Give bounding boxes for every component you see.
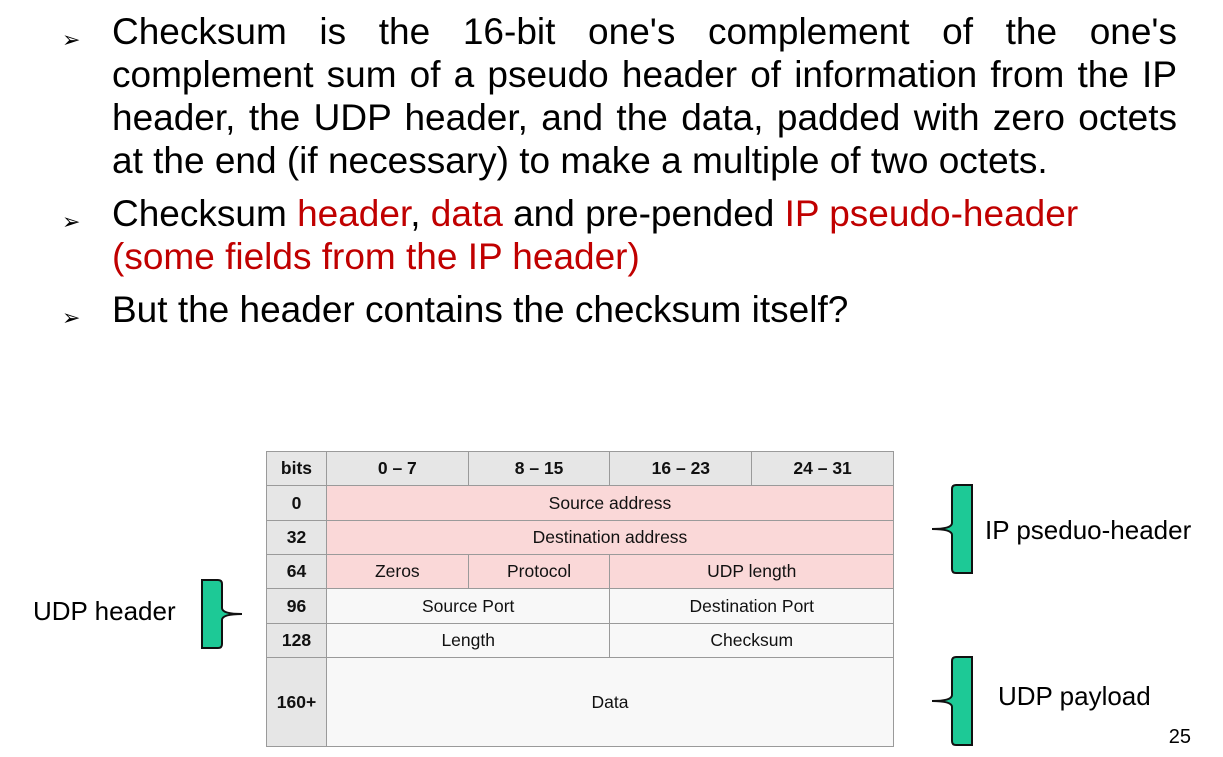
highlight-ip-pseudo-header: IP pseudo-header (some fields from the IP header) — [112, 193, 1079, 277]
source-address-cell: Source address — [326, 486, 893, 520]
table-row — [267, 589, 894, 623]
bullet-text: Checksum is the 16-bit one's complement of the one's complement sum of a pseudo header of information from the IP header, the UDP header, and the data, padded with zero octets at the end (if necessary) to make a multiple of two octets. — [112, 11, 1177, 181]
header-bits: bits — [267, 452, 327, 486]
bullet-checksum-definition — [62, 10, 1177, 182]
udp-payload-bracket-icon — [930, 655, 976, 747]
bullet-text-part: Checksum — [112, 193, 298, 234]
highlight-data: data — [430, 193, 503, 234]
table-row — [267, 486, 894, 520]
table-header-row — [267, 452, 894, 486]
table-row — [267, 520, 894, 554]
udp-header-bracket-icon — [198, 578, 244, 650]
arrow-bullet-icon: ➢ — [62, 27, 81, 52]
page-number: 25 — [1168, 726, 1191, 748]
protocol-cell: Protocol — [468, 555, 610, 589]
arrow-bullet-icon: ➢ — [62, 209, 81, 234]
bullet-text: But the header contains the checksum itself? — [112, 289, 849, 330]
bits-cell: 96 — [267, 589, 327, 623]
udp-length-cell: UDP length — [610, 555, 894, 589]
bullet-list — [62, 10, 1177, 341]
table-row — [267, 555, 894, 589]
header-16-23: 16 – 23 — [610, 452, 752, 486]
data-cell: Data — [326, 658, 893, 747]
highlight-header: header — [297, 193, 411, 234]
header-0-7: 0 – 7 — [326, 452, 468, 486]
table-row — [267, 658, 894, 747]
udp-header-label: UDP header — [33, 596, 176, 626]
udp-pseudo-header-table — [266, 451, 894, 747]
ip-pseudo-header-label: IP pseduo-header — [985, 515, 1192, 545]
bits-cell: 32 — [267, 520, 327, 554]
bits-cell: 64 — [267, 555, 327, 589]
bits-cell: 128 — [267, 623, 327, 657]
bits-cell: 160+ — [267, 658, 327, 747]
checksum-cell: Checksum — [610, 623, 894, 657]
udp-payload-label: UDP payload — [998, 681, 1151, 711]
destination-address-cell: Destination address — [326, 520, 893, 554]
arrow-bullet-icon: ➢ — [62, 305, 81, 330]
bullet-text-part: , — [410, 193, 431, 234]
destination-port-cell: Destination Port — [610, 589, 894, 623]
table-row — [267, 623, 894, 657]
bits-cell: 0 — [267, 486, 327, 520]
ip-pseudo-header-bracket-icon — [930, 483, 976, 575]
header-24-31: 24 – 31 — [752, 452, 894, 486]
header-8-15: 8 – 15 — [468, 452, 610, 486]
zeros-cell: Zeros — [326, 555, 468, 589]
bullet-text-part: and pre-pended — [502, 193, 785, 234]
length-cell: Length — [326, 623, 610, 657]
bullet-checksum-scope — [62, 192, 1177, 278]
bullet-question — [62, 288, 1177, 331]
source-port-cell: Source Port — [326, 589, 610, 623]
